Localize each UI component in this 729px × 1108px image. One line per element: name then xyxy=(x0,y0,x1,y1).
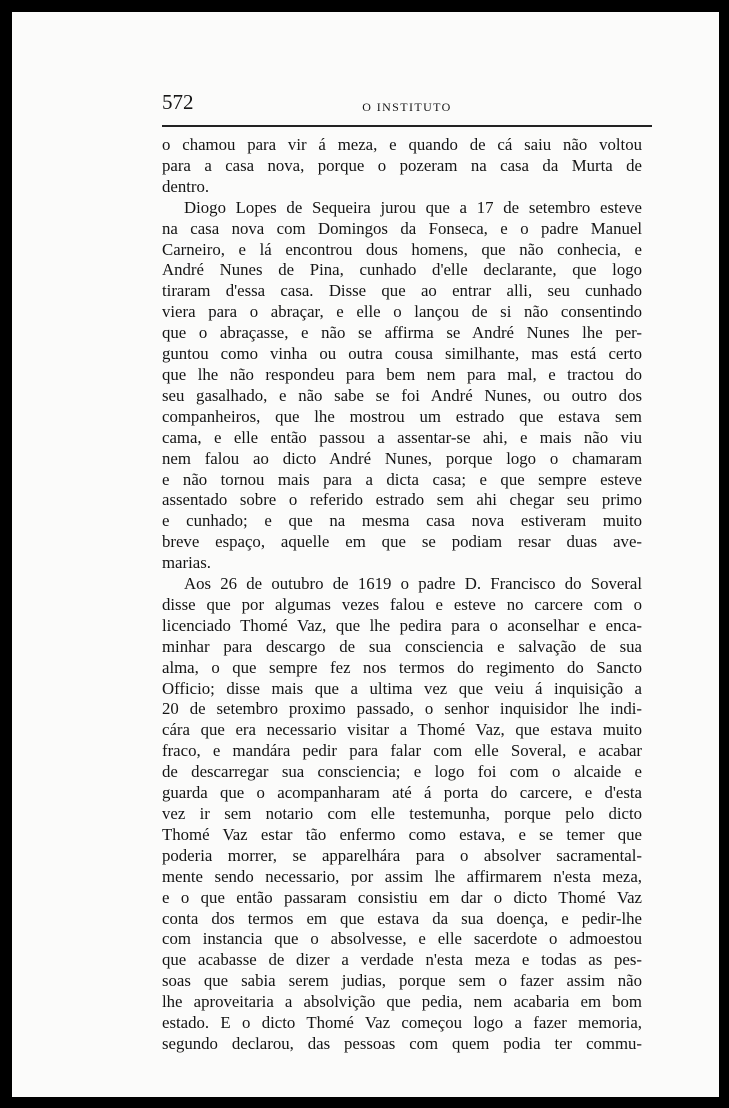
text-line: Diogo Lopes de Sequeira jurou que a 17 de setembro esteve xyxy=(184,197,642,217)
text-line: de descarregar sua consciencia; e logo foi com o alcaide e xyxy=(162,762,642,782)
page-number: 572 xyxy=(162,90,194,114)
text-line: tiraram d'essa casa. Disse que ao entrar alli, seu cunhado xyxy=(162,281,642,301)
text-line: na casa nova com Domingos da Fonseca, e o padre Manuel xyxy=(162,218,642,238)
running-title: O INSTITUTO xyxy=(362,100,452,114)
text-line: e o que então passaram consistiu em dar o dicto Thomé Vaz xyxy=(162,887,642,907)
text-line: minhar para descargo de sua consciencia e salvação de sua xyxy=(162,636,642,656)
text-line: marias. xyxy=(162,553,211,573)
text-line: guarda que o acompanharam até á porta do carcere, e d'esta xyxy=(162,783,642,803)
text-line: cama, e elle então passou a assentar-se ahi, e mais não viu xyxy=(162,427,642,447)
text-line: seu gasalhado, e não sabe se foi André Nunes, ou outro dos xyxy=(162,385,642,405)
text-line: que acabasse de dizer a verdade n'esta meza e todas as pes- xyxy=(162,950,642,970)
text-line: que o abraçasse, e não se affirma se André Nunes lhe per- xyxy=(162,323,642,343)
text-line: com instancia que o absolvesse, e elle sacerdote o admoestou xyxy=(162,929,642,949)
page-header xyxy=(162,90,652,122)
text-line: Thomé Vaz estar tão enfermo como estava, e se temer que xyxy=(162,824,642,844)
text-line: o chamou para vir á meza, e quando de cá saiu não voltou xyxy=(162,135,642,154)
text-line: dentro. xyxy=(162,176,210,196)
text-line: poderia morrer, se apparelhára para o absolver sacramental- xyxy=(162,845,642,865)
text-line: e cunhado; e que na mesma casa nova estiveram muito xyxy=(162,511,642,531)
text-line: soas que sabia serem judias, porque sem o fazer assim não xyxy=(162,971,642,991)
text-line: Officio; disse mais que a ultima vez que veiu á inquisição a xyxy=(162,678,642,698)
text-line: viera para o abraçar, e elle o lançou de si não consentindo xyxy=(162,302,642,322)
text-line: lhe aproveitaria a absolvição que pedia, nem acabaria em bom xyxy=(162,992,642,1012)
text-line: fraco, e mandára pedir para falar com elle Soveral, e acabar xyxy=(162,741,642,761)
text-line: 20 de setembro proximo passado, o senhor inquisidor lhe indi- xyxy=(162,699,642,719)
text-line: cára que era necessario visitar a Thomé Vaz, que estava muito xyxy=(162,720,642,740)
text-line: Carneiro, e lá encontrou dous homens, que não conhecia, e xyxy=(162,239,642,259)
text-line: nem falou ao dicto André Nunes, porque logo o chamaram xyxy=(162,448,642,468)
text-line: disse que por algumas vezes falou e esteve no carcere com o xyxy=(162,594,642,614)
body-text xyxy=(162,135,642,1055)
text-line: Aos 26 de outubro de 1619 o padre D. Francisco do Soveral xyxy=(184,574,642,594)
document-page xyxy=(12,12,719,1097)
text-line: e não tornou mais para a dicta casa; e que sempre esteve xyxy=(162,469,642,489)
text-line: que lhe não respondeu para bem nem para mal, e tractou do xyxy=(162,364,642,384)
text-line: alma, o que sempre fez nos termos do regimento do Sancto xyxy=(162,657,642,677)
text-line: para a casa nova, porque o pozeram na casa da Murta de xyxy=(162,155,642,175)
text-line: estado. E o dicto Thomé Vaz começou logo a fazer memoria, xyxy=(162,1013,642,1033)
text-line: assentado sobre o referido estrado sem ahi chegar seu primo xyxy=(162,490,642,510)
text-line: segundo declarou, das pessoas com quem podia ter commu- xyxy=(162,1033,642,1053)
text-line: conta dos termos em que estava da sua doença, e pedir-lhe xyxy=(162,908,642,928)
text-line: companheiros, que lhe mostrou um estrado que estava sem xyxy=(162,406,642,426)
text-line: vez ir sem notario com elle testemunha, porque pelo dicto xyxy=(162,804,642,823)
text-line: guntou como vinha ou outra cousa similhante, mas está certo xyxy=(162,344,642,364)
text-line: André Nunes de Pina, cunhado d'elle declarante, que logo xyxy=(162,260,642,280)
header-rule xyxy=(162,125,652,127)
text-line: breve espaço, aquelle em que se podiam resar duas ave- xyxy=(162,532,642,552)
text-line: mente sendo necessario, por assim lhe affirmarem n'esta meza, xyxy=(162,866,642,886)
text-line: licenciado Thomé Vaz, que lhe pedira para o aconselhar e enca- xyxy=(162,615,642,635)
